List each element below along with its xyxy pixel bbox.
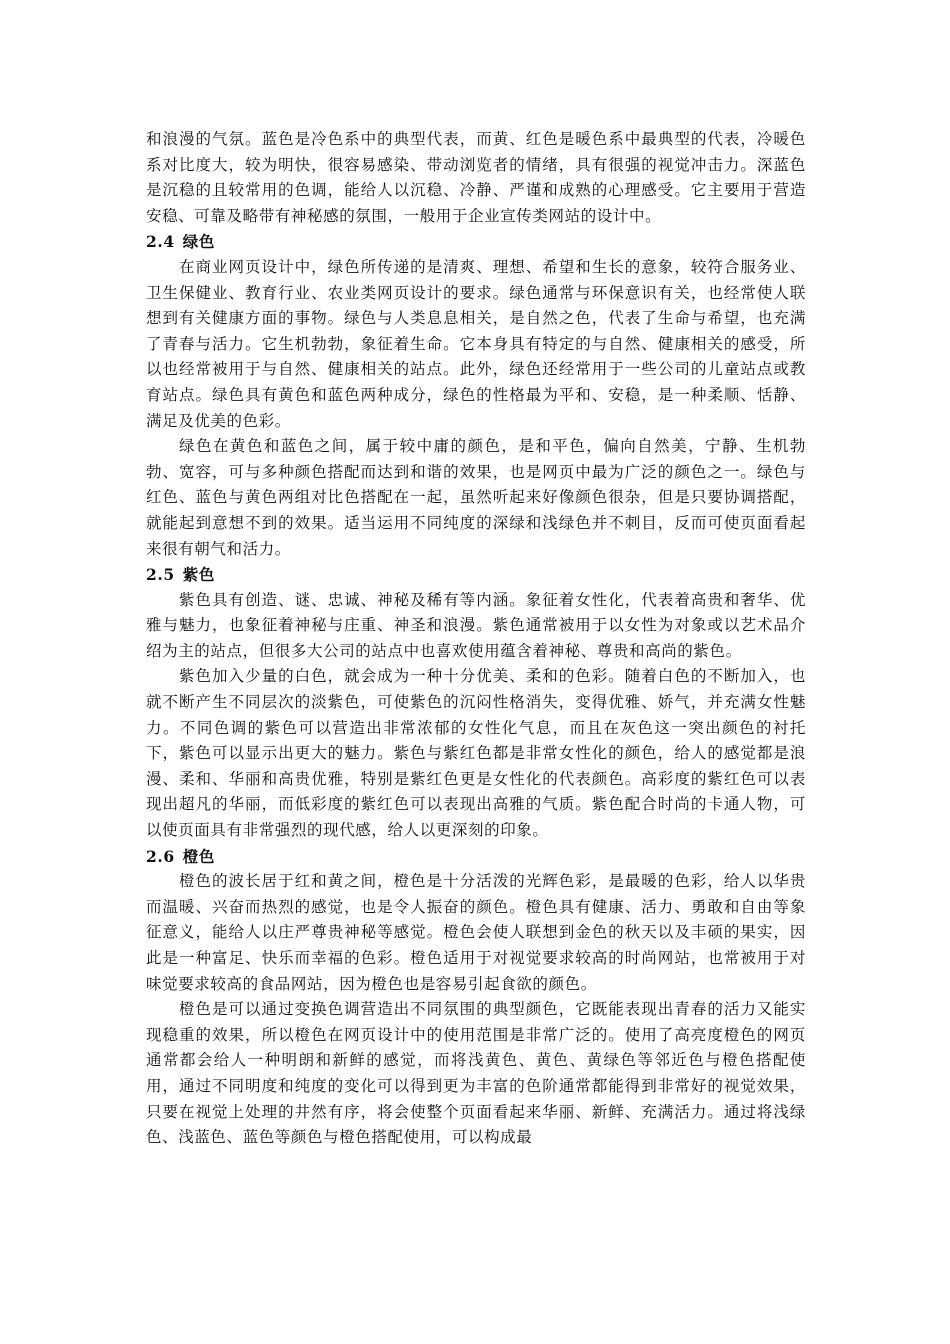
paragraph-orange-1: 橙色的波长居于红和黄之间，橙色是十分活泼的光辉色彩，是最暖的色彩，给人以华贵而温暖、兴奋而热烈的感觉，也是令人振奋的颜色。橙色具有健康、活力、勇敢和自由等象征意义，能给人以庄严尊贵神秘等感觉。橙色会使人联想到金色的秋天以及丰硕的果实，因此是一种富足、快乐而幸福的色彩。橙色适用于对视觉要求较高的时尚网站，也常被用于对 味觉要求较高的食品网站，因为橙色也是容易引起食欲的颜色。 — [146, 872, 806, 993]
section-title: 绿色 — [182, 232, 215, 252]
section-number: 2.5 — [146, 565, 175, 585]
paragraph-purple-1: 紫色具有创造、谜、忠诚、神秘及稀有等内涵。象征着女性化，代表着高贵和奢华、优雅与魅力，也象征着神秘与庄重、神圣和浪漫。紫色通常被用于以女性为对象或以艺术品介绍为主的站点，但很多大公司的站点中也喜欢使用蕴含着神秘、尊贵和高尚的紫色。 — [146, 590, 806, 660]
section-title: 橙色 — [182, 846, 215, 866]
paragraph-purple-2: 紫色加入少量的白色，就会成为一种十分优美、柔和的色彩。随着白色的不断加入，也就不断产生不同层次的淡紫色，可使紫色的沉闷性格消失，变得优雅、娇气，并充满女性魅力。不同色调的紫色可以营造出非常浓郁的女性化气息，而且在灰色这一突出颜色的衬托下，紫色可以显示出更大的魅力。紫色与紫红色都是非常女性化的颜色，给人的感觉都是浪漫、柔和、华丽和高贵优雅，特别是紫红色更是女性化的代表颜色。高彩度的紫红色可以表现出超凡的华丽，而低彩度的紫红色可以表现出高雅的气质。紫色配合时尚的卡通人物，可以使页面具有非常强烈的现代感，给人以更深刻的印象。 — [146, 667, 806, 840]
paragraph-green-1: 在商业网页设计中，绿色所传递的是清爽、理想、希望和生长的意象，较符合服务业、卫生保健业、教育行业、农业类网页设计的要求。绿色通常与环保意识有关，也经常使人联想到有关健康方面的事物。绿色与人类息息相关，是自然之色，代表了生命与希望，也充满了青春与活力。它生机勃勃，象征着生命。它本身具有特定的与自然、健康相关的感受，所以也经常被用于与自然、健康相关的站点。此外，绿色还经常用于一些公司的儿童站点或教育站点。绿色具有黄色和蓝色两种成分，绿色的性格最为平和、安稳，是一种柔顺、恬静、满足及优美的色彩。 — [146, 257, 806, 430]
section-heading-orange — [146, 844, 806, 870]
document-page — [146, 127, 806, 1151]
paragraph-blue-continued: 和浪漫的气氛。蓝色是冷色系中的典型代表，而黄、红色是暖色系中最典型的代表，冷暖色系对比度大，较为明快，很容易感染、带动浏览者的情绪，具有很强的视觉冲击力。深蓝色是沉稳的且较常用的色调，能给人以沉稳、冷静、严谨和成熟的心理感受。它主要用于营造安稳、可靠及略带有神秘感的氛围，一般用于企业宣传类网站的设计中。 — [146, 130, 806, 225]
paragraph-green-2: 绿色在黄色和蓝色之间，属于较中庸的颜色，是和平色，偏向自然美，宁静、生机勃勃、宽容，可与多种颜色搭配而达到和谐的效果，也是网页中最为广泛的颜色之一。绿色与红色、蓝色与黄色两组对比色搭配在一起，虽然听起来好像颜色很杂，但是只要协调搭配，就能起到意想不到的效果。适当运用不同纯度的深绿和浅绿色并不刺目，反而可使页面看起来很有朝气和活力。 — [146, 437, 806, 558]
section-number: 2.4 — [146, 232, 175, 252]
section-title: 紫色 — [182, 565, 215, 585]
section-heading-purple — [146, 562, 806, 588]
section-number: 2.6 — [146, 846, 175, 866]
section-heading-green — [146, 229, 806, 255]
paragraph-orange-2: 橙色是可以通过变换色调营造出不同氛围的典型颜色，它既能表现出青春的活力又能实现稳重的效果，所以橙色在网页设计中的使用范围是非常广泛的。使用了高亮度橙色的网页通常都会给人一种明朗和新鲜的感觉，而将浅黄色、黄色、黄绿色等邻近色与橙色搭配使用，通过不同明度和纯度的变化可以得到更为丰富的色阶通常都能得到非常好的视觉效果，只要在视觉上处理的井然有序，将会使整个页面看起来华丽、新鲜、充满活力。通过将浅绿色、浅蓝色、蓝色等颜色与橙色搭配使用，可以构成最 — [146, 1000, 806, 1147]
